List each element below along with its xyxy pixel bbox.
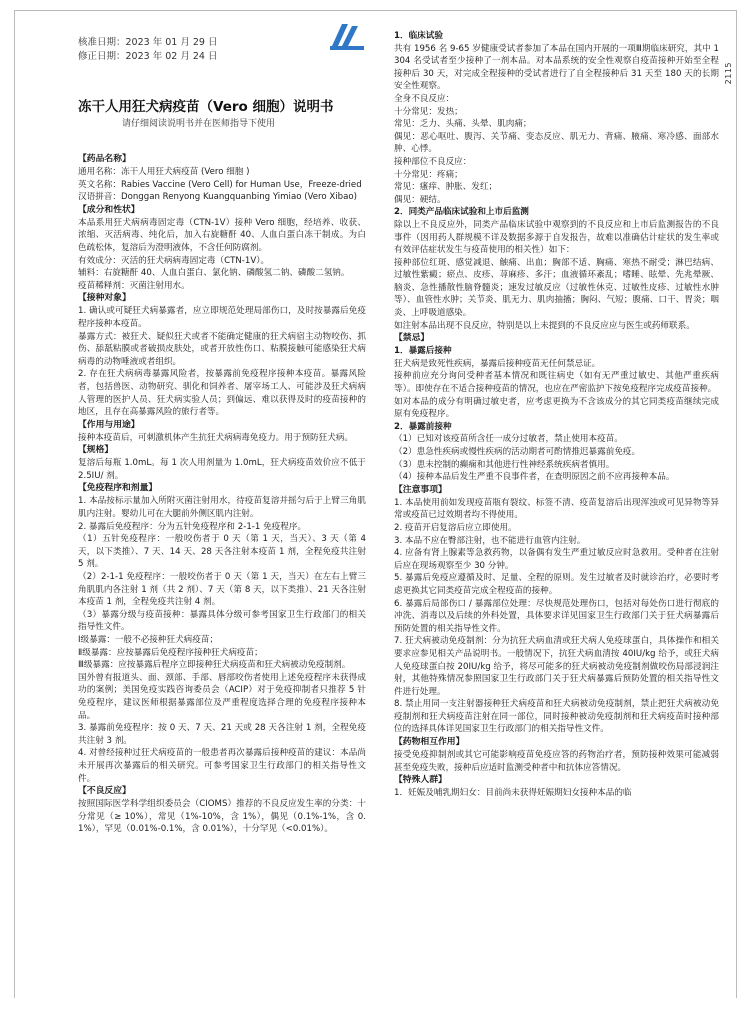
paragraph: 2. 暴露后免疫程序：分为五针免疫程序和 2-1-1 免疫程序。	[78, 521, 307, 532]
paragraph: 全身不良反应：	[394, 93, 455, 104]
right-column	[394, 30, 719, 1028]
paragraph: 偶见：硬结。	[394, 194, 446, 205]
paragraph: 除以上不良反应外，同类产品临床试验中观察到的不良反应和上市后监测报告的不良事件（因用药人群规模不详及数据多源于自发报告，故难以准确估计症状的发生率或有效评估症状发生与疫苗使用的相关性）如下：	[394, 219, 719, 256]
paragraph: 8. 禁止用同一支注射器接种狂犬病疫苗和狂犬病被动免疫制剂，禁止把狂犬病被动免疫制剂和狂犬病疫苗注射在同一部位，同时接种被动免疫制剂和狂犬病疫苗时接种部位的选择具体详见国家卫生行政部门的相关指导性文件。	[394, 699, 719, 735]
paragraph: Ⅱ级暴露：应按暴露后免疫程序接种狂犬病疫苗；	[78, 647, 263, 658]
paragraph: 如对本品的成分有明确过敏史者，应考虑更换为不含该成分的其它同类疫苗继续完成原有免疫程序。	[394, 396, 719, 420]
paragraph: 7. 狂犬病被动免疫制剂：分为抗狂犬病血清或狂犬病人免疫球蛋白，具体操作和相关要求应参见相关产品说明书。一般情况下，抗狂犬病血清按 40IU/kg 给予，或狂犬病人免疫球蛋白按 20IU/kg 给予，将尽可能多的狂犬病被动免疫制剂做咬伤局部浸润注射，其他特殊情况参照国家卫生行政部门关于狂犬病暴露后预防处置的相关指导性文件进行处理。	[394, 636, 719, 697]
paragraph: Ⅲ级暴露：应按暴露后程序立即接种狂犬病疫苗和狂犬病被动免疫制剂。	[78, 660, 351, 671]
section-heading: 2．暴露前接种	[394, 421, 452, 432]
paragraph: （3）暴露分级与疫苗接种：暴露具体分级可参考国家卫生行政部门的相关指导性文件。	[78, 609, 366, 633]
paragraph: 常见：乏力、头痛、头晕、肌肉痛；	[394, 119, 532, 130]
paragraph: 4. 应备有肾上腺素等急救药物，以备偶有发生严重过敏反应时急救用。受种者在注射后应在现场观察至少 30 分钟。	[394, 548, 719, 571]
section-heading: 【作用与用途】	[78, 419, 140, 430]
paragraph: 国外曾有报道头、面、颈部、手部、唇部咬伤者使用上述免疫程序未获得成功的案例；美国免疫实践咨询委员会（ACIP）对于免疫抑制者只推荐 5 针免疫程序，建议医师根据暴露部位及严重程度选择合理的免疫程序接种本品。	[78, 672, 366, 721]
paragraph: 2. 存在狂犬病病毒暴露风险者，按暴露前免疫程序接种本疫苗。暴露风险者，包括兽医、动物研究、驯化和饲养者、屠宰场工人、可能涉及狂犬病病人管理的医护人员、狂犬病实验人员；到偏远、难以获得及时的疫苗接种的地区，且存在高暴露风险的旅行者等。	[78, 369, 366, 418]
paragraph: 如注射本品出现不良反应，特别是以上未提到的不良反应应与医生或药师联系。	[394, 320, 695, 331]
section-heading: 【成分和性状】	[78, 204, 140, 215]
paragraph: 狂犬病是致死性疾病，暴露后接种疫苗无任何禁忌证。	[394, 358, 601, 369]
paragraph: （2）患急性疾病或慢性疾病的活动期者可酌情推迟暴露前免疫。	[394, 447, 641, 457]
paragraph: 暴露方式：被狂犬、疑似狂犬或者不能确定健康的狂犬病宿主动物咬伤、抓伤、舔舐粘膜或者破损皮肤处，或者开放性伤口、粘膜接触可能感染狂犬病病毒的动物唾液或者组织。	[78, 331, 366, 367]
paragraph: 按照国际医学科学组织委员会（CIOMS）推荐的不良反应发生率的分类：十分常见（≥ 10%），常见（1%-10%，含 1%），偶见（0.1%-1%，含 0.1%），罕见（0.01%-0.1%，含 0.01%），十分罕见（<0.01%）。	[78, 799, 366, 835]
paragraph: （3）患未控制的癫痫和其他进行性神经系统疾病者慎用。	[394, 459, 615, 470]
paragraph: 共有 1956 名 9-65 岁健康受试者参加了本品在国内开展的一项Ⅲ期临床研究，其中 1304 名受试者至少接种了一剂本品。对本品系统的安全性观察自疫苗接种开始至全程接种后 30 天，对完成全程接种的受试者进行了自全程接种后 31 天至 180 天的长期安全性观察。	[394, 43, 719, 92]
paragraph: 通用名称：冻干人用狂犬病疫苗 (Vero 细胞 )	[78, 167, 250, 177]
section-heading: 2．同类产品临床试验和上市后监测	[394, 207, 529, 218]
left-column	[78, 0, 366, 998]
paragraph: 1. 确认或可疑狂犬病暴露者，应立即规范处理局部伤口，及时按暴露后免疫程序接种本疫苗。	[78, 306, 366, 329]
revision-date: 修正日期：2023 年 02 月 24 日	[78, 51, 218, 62]
paragraph: 3. 暴露前免疫程序：按 0 天、7 天、21 天或 28 天各注射 1 剂，全程免疫共注射 3 剂。	[78, 723, 366, 746]
paragraph: （2）2-1-1 免疫程序：一般咬伤者于 0 天（第 1 天，当天）在左右上臂三角肌肌内各注射 1 剂（共 2 剂）、7 天（第 8 天，以下类推）、21 天各注射本疫苗 1 剂，全程免疫共注射 4 剂。	[78, 572, 366, 608]
paragraph: 1. 本品按标示量加入所附灭菌注射用水，待疫苗复溶并摇匀后于上臂三角肌肌内注射。婴幼儿可在大腿前外侧区肌内注射。	[78, 496, 366, 520]
section-heading: 1．暴露后接种	[394, 346, 452, 357]
section-heading: 1．临床试验	[394, 31, 443, 41]
section-heading: 【不良反应】	[78, 786, 131, 797]
paragraph: 5. 暴露后免疫应遵循及时、足量、全程的原则。发生过敏者及时就诊治疗，必要时考虑更换其它同类疫苗完成全程疫苗的接种。	[394, 573, 719, 596]
paragraph: 偶见：恶心呕吐、腹泻、关节痛、变态反应、肌无力、背痛、腋痛、寒冷感、面部水肿、心悸。	[394, 131, 719, 155]
paragraph: Ⅰ级暴露：一般不必接种狂犬病疫苗；	[78, 635, 219, 645]
paragraph: （4）接种本品后发生严重不良事件者，在查明原因之前不应再接种本品。	[394, 472, 675, 483]
paragraph: 接种前应充分询问受种者基本情况和既往病史（如有无严重过敏史、其他严重疾病等）。即使存在不适合接种疫苗的情况，也应在严密监护下按免疫程序完成疫苗接种。	[394, 371, 719, 395]
section-heading: 【免疫程序和剂量】	[78, 483, 158, 494]
paragraph: 3. 本品不应在臀部注射，也不能进行血管内注射。	[394, 535, 586, 546]
section-heading: 【接种对象】	[78, 293, 131, 304]
approval-date: 核准日期：2023 年 01 月 29 日	[78, 37, 218, 48]
paragraph: 英文名称：Rabies Vaccine (Vero Cell) for Human Use，Freeze-dried	[78, 179, 362, 190]
paragraph: 疫苗稀释剂：灭菌注射用水。	[78, 280, 190, 291]
paragraph: （1）已知对该疫苗所含任一成分过敏者，禁止使用本疫苗。	[394, 434, 623, 445]
paragraph: 4. 对曾经接种过狂犬病疫苗的一般患者再次暴露后接种疫苗的建议：本品尚未开展再次暴露后的相关研究。可参考国家卫生行政部门的相关指导性文件。	[78, 748, 366, 784]
paragraph: 1．妊娠及哺乳期妇女：目前尚未获得妊娠期妇女接种本品的临	[394, 788, 632, 799]
paragraph: 汉语拼音：Donggan Renyong Kuangquanbing Yimiao (Vero Xibao)	[78, 192, 357, 203]
paragraph: 2. 疫苗开启复溶后应立即使用。	[394, 522, 517, 533]
paragraph: 本品系用狂犬病病毒固定毒（CTN-1V）接种 Vero 细胞，经培养、收获、浓缩、灭活病毒、纯化后，加入右旋糖酐 40、人血白蛋白冻干制成。为白色疏松体，复溶后为澄明液体，不含任何防腐剂。	[78, 217, 366, 253]
section-heading: 【特殊人群】	[394, 775, 447, 786]
paragraph: 十分常见：发热；	[394, 106, 463, 117]
section-heading: 【药物相互作用】	[394, 737, 465, 748]
page-border-left	[14, 10, 15, 998]
date-block	[78, 36, 217, 64]
side-code: 2115	[724, 62, 733, 85]
paragraph: 有效成分：灭活的狂犬病病毒固定毒（CTN-1V）。	[78, 255, 270, 266]
paragraph: 常见：瘙痒、肿胀、发红；	[394, 182, 498, 193]
paragraph: 1. 本品使用前如发现疫苗瓶有裂纹、标签不清、疫苗复溶后出现浑浊或可见异物等异常或疫苗已过效期者均不得使用。	[394, 497, 719, 521]
paragraph: 接种本疫苗后，可刺激机体产生抗狂犬病病毒免疫力。用于预防狂犬病。	[78, 432, 354, 443]
paragraph: 辅料：右旋糖酐 40、人血白蛋白、氯化钠、磷酸氢二钠、磷酸二氢钠。	[78, 268, 350, 279]
section-heading: 【禁忌】	[394, 333, 430, 344]
left-body-text	[78, 153, 366, 836]
document-subtitle: 请仔细阅读说明书并在医师指导下使用	[122, 119, 276, 129]
document-title: 冻干人用狂犬病疫苗（Vero 细胞）说明书	[78, 99, 334, 115]
section-heading: 【药品名称】	[78, 154, 131, 164]
paragraph: 接受免疫抑制剂或其它可能影响疫苗免疫应答的药物治疗者，预防接种效果可能减弱甚至免疫失败，接种后应适时监测受种者中和抗体应答情况。	[394, 750, 719, 773]
paragraph: 接种部位红斑、感觉减退、触痛、出血；胸部不适、胸痛、寒热不耐受；淋巴结病、过敏性紫癜；瘀点、皮疹、荨麻疹、多汗；血液循环紊乱；嗜睡、眩晕、先兆晕厥、脑炎、急性播散性脑脊髓炎；速发过敏反应（过敏性休克、过敏性皮疹、过敏性水肿等）、血管性水肿；关节炎、肌无力、肌肉抽搐；胸闷、气短；腹痛、口干、胃炎；咽炎、上呼吸道感染。	[394, 257, 719, 319]
paragraph: （1）五针免疫程序：一般咬伤者于 0 天（第 1 天，当天）、3 天（第 4 天，以下类推）、7 天、14 天、28 天各注射本疫苗 1 剂，全程免疫共注射 5 剂。	[78, 534, 366, 570]
paragraph: 复溶后每瓶 1.0mL。每 1 次人用剂量为 1.0mL，狂犬病疫苗效价应不低于 2.5IU/ 剂。	[78, 458, 366, 481]
page-border-right	[736, 10, 737, 998]
right-body-text	[394, 30, 719, 800]
paragraph: 接种部位不良反应：	[394, 156, 472, 167]
section-heading: 【注意事项】	[394, 484, 447, 495]
paragraph: 十分常见：疼痛；	[394, 169, 463, 180]
paragraph: 6. 暴露后局部伤口 / 暴露部位处理：尽快规范处理伤口，包括对每处伤口进行彻底的冲洗、消毒以及后续的外科处置，具体要求详见国家卫生行政部门关于狂犬病暴露后预防处置的相关指导性文件。	[394, 598, 719, 634]
section-heading: 【规格】	[78, 445, 114, 456]
company-logo-icon	[328, 20, 366, 52]
